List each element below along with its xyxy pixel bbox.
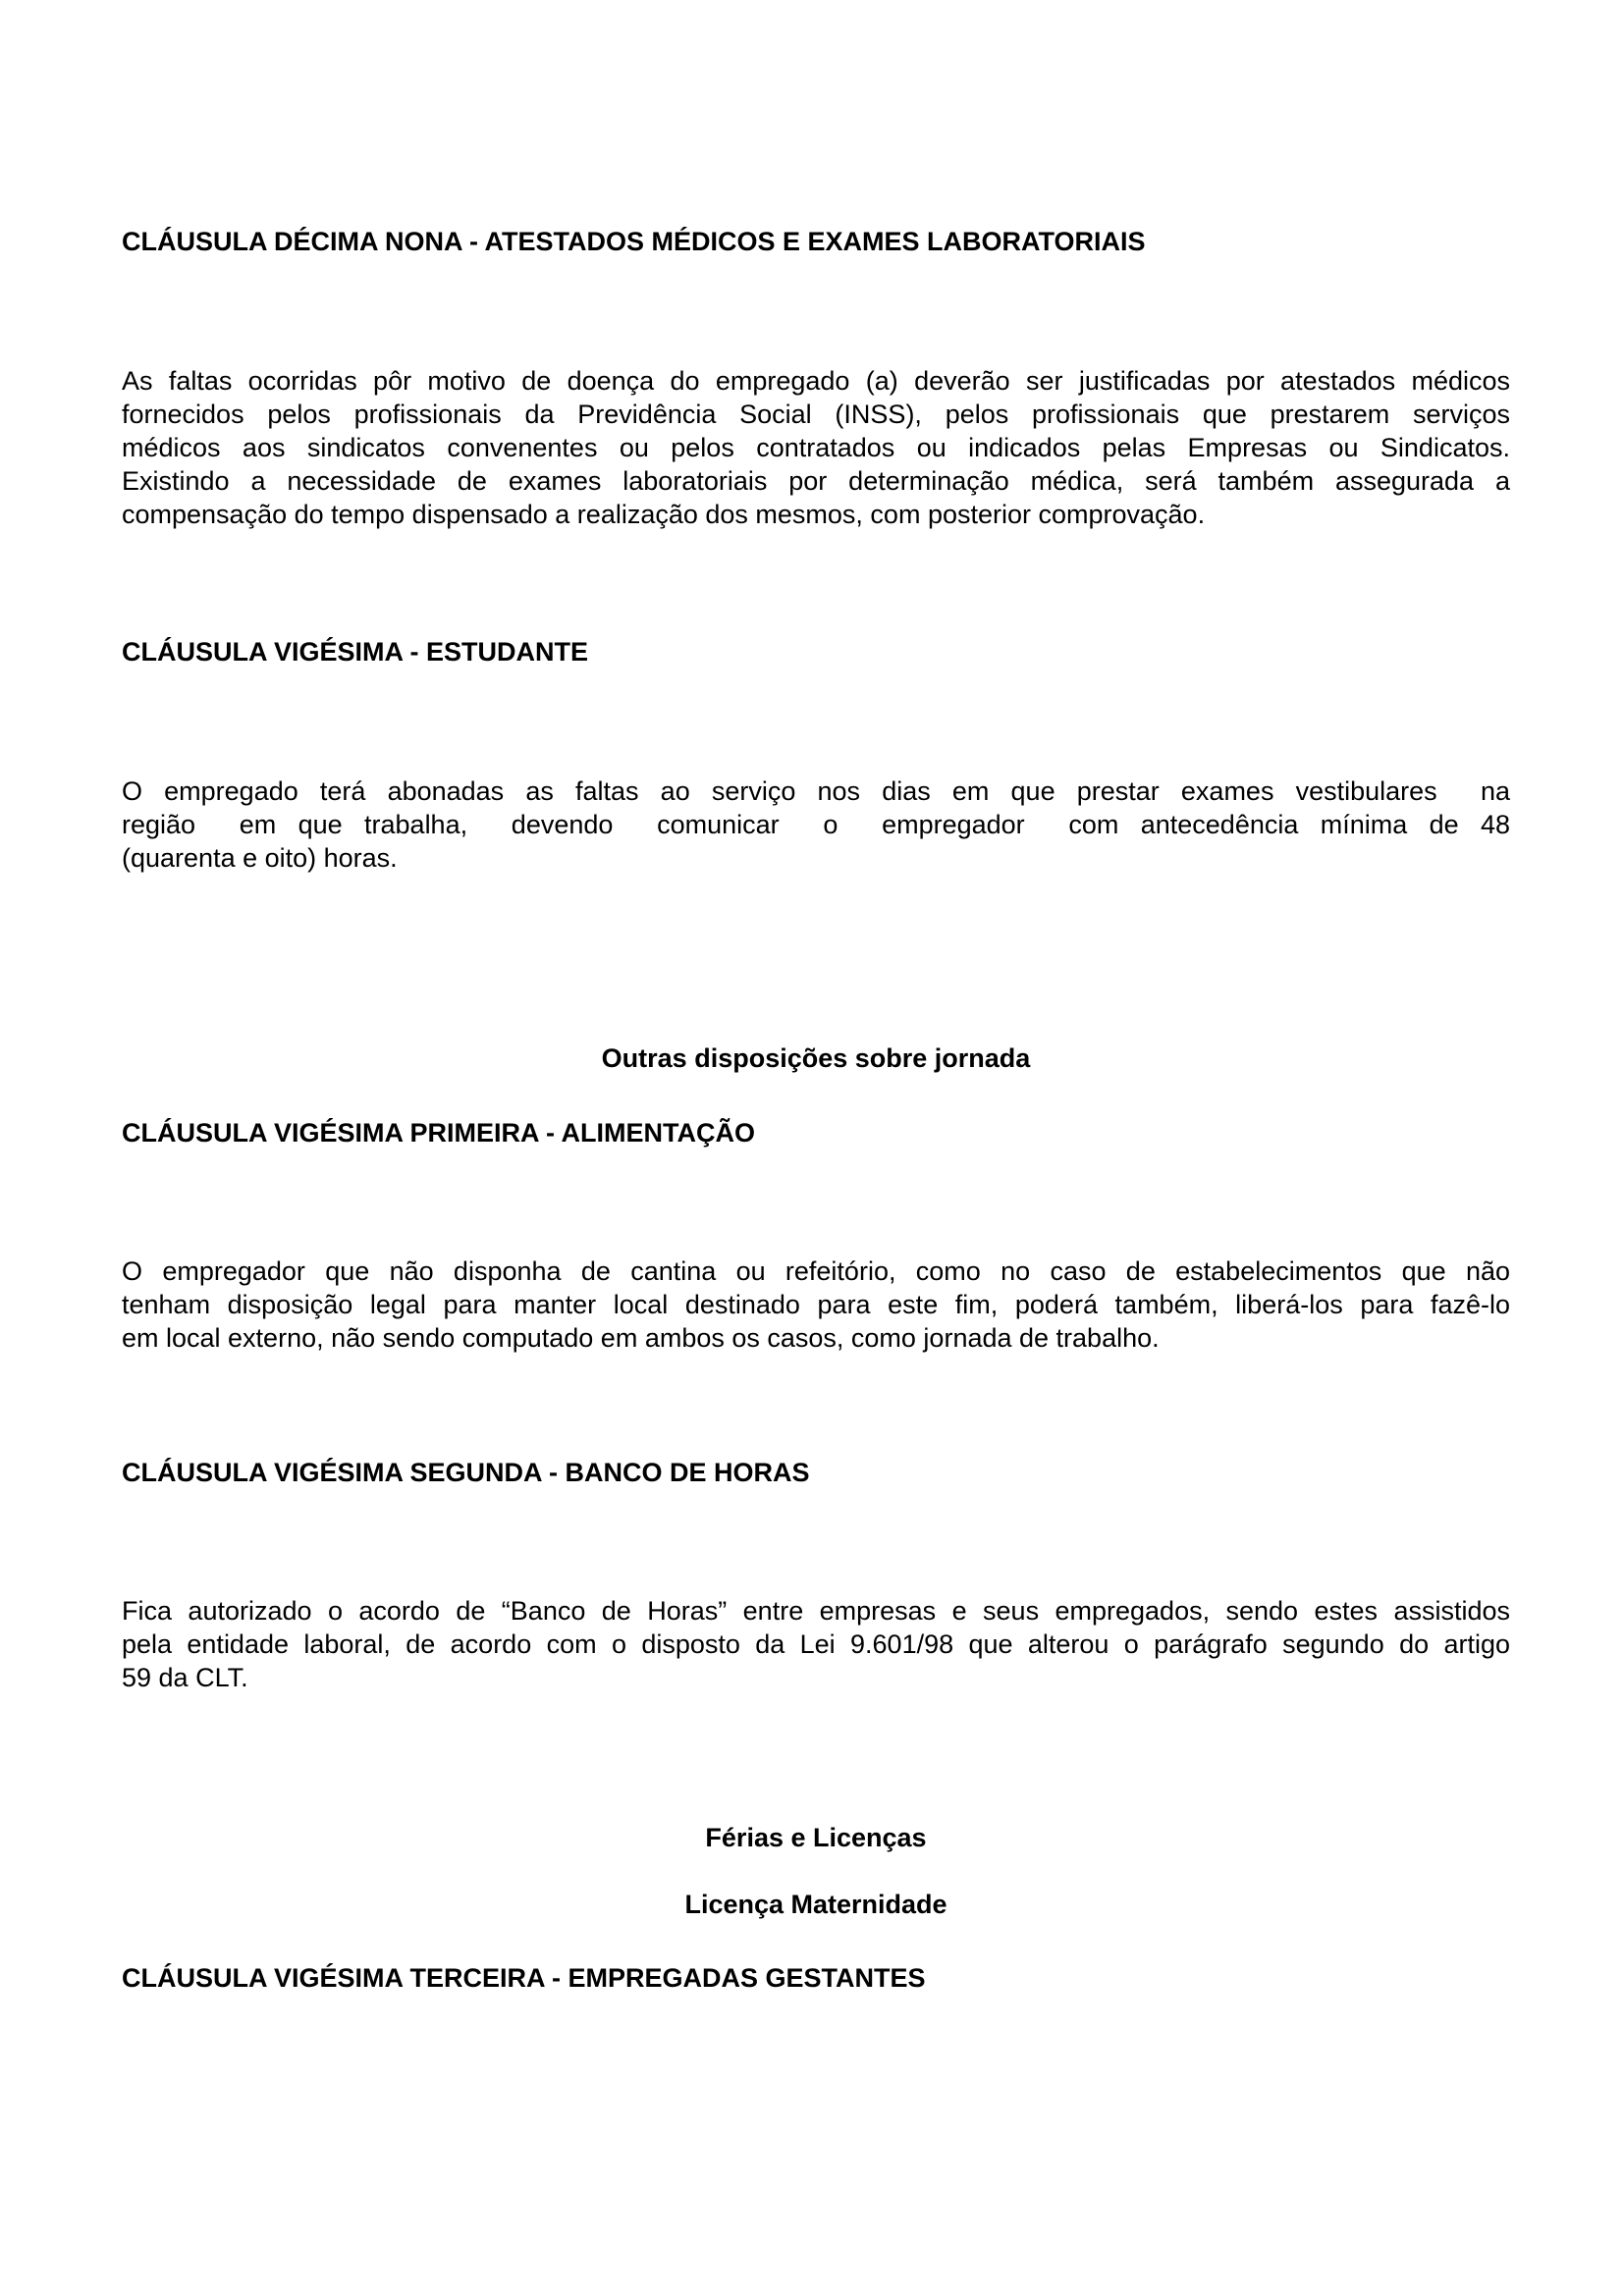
section-subtitle-licenca-maternidade: Licença Maternidade [684,1890,947,1919]
paragraph-line: Existindo a necessidade de exames laboratoriais por determinação médica, será também assegurada a [122,466,1510,496]
paragraph-line: compensação do tempo dispensado a realização dos mesmos, com posterior comprovação. [122,500,1206,529]
paragraph-line: tenham disposição legal para manter local destinado para este fim, poderá também, liberá-los para fazê-lo [122,1290,1510,1319]
paragraph-line: O empregador que não disponha de cantina ou refeitório, como no caso de estabelecimentos que não [122,1256,1510,1286]
clause-21-paragraph [122,1255,1510,1355]
paragraph-line: em local externo, não sendo computado em ambos os casos, como jornada de trabalho. [122,1323,1160,1353]
paragraph-line: fornecidos pelos profissionais da Previdência Social (INSS), pelos profissionais que prestarem serviços [122,400,1510,429]
clause-19-heading: CLÁUSULA DÉCIMA NONA - ATESTADOS MÉDICOS E EXAMES LABORATORIAIS [122,227,1146,256]
paragraph-line: pela entidade laboral, de acordo com o disposto da Lei 9.601/98 que alterou o parágrafo segundo do artigo [122,1629,1510,1659]
clause-20-heading: CLÁUSULA VIGÉSIMA - ESTUDANTE [122,637,589,667]
paragraph-line: O empregado terá abonadas as faltas ao serviço nos dias em que prestar exames vestibulares na [122,776,1510,806]
clause-20-paragraph [122,774,1510,875]
clause-22-heading: CLÁUSULA VIGÉSIMA SEGUNDA - BANCO DE HORAS [122,1458,810,1487]
section-title-jornada: Outras disposições sobre jornada [601,1043,1031,1073]
paragraph-line: médicos aos sindicatos convenentes ou pelos contratados ou indicados pelas Empresas ou Sindicatos. [122,433,1510,462]
section-title-ferias: Férias e Licenças [705,1823,927,1852]
paragraph-line: As faltas ocorridas pôr motivo de doença do empregado (a) deverão ser justificadas por atestados médicos [122,366,1510,396]
clause-19-paragraph [122,364,1510,531]
paragraph-line: região em que trabalha, devendo comunicar o empregador com antecedência mínima de 48 [122,810,1510,839]
clause-23-heading: CLÁUSULA VIGÉSIMA TERCEIRA - EMPREGADAS GESTANTES [122,1963,926,1993]
clause-22-paragraph [122,1594,1510,1694]
paragraph-line: 59 da CLT. [122,1663,248,1692]
paragraph-line: (quarenta e oito) horas. [122,843,398,873]
clause-21-heading: CLÁUSULA VIGÉSIMA PRIMEIRA - ALIMENTAÇÃO [122,1118,755,1148]
paragraph-line: Fica autorizado o acordo de “Banco de Horas” entre empresas e seus empregados, sendo estes assistidos [122,1596,1510,1626]
